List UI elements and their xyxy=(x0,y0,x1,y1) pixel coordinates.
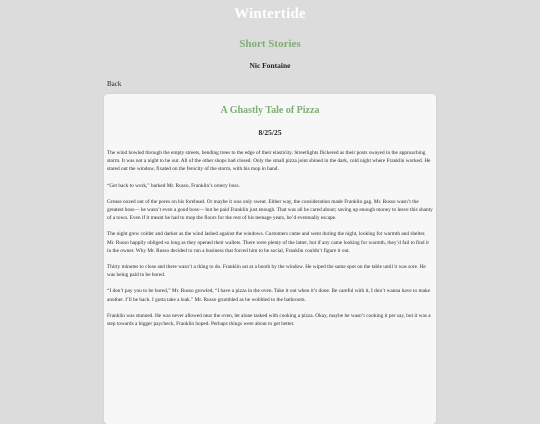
section-title: Short Stories xyxy=(239,38,301,50)
story-paragraph: “Get back to work,” barked Mr. Russo, Franklin’s ornery boss. xyxy=(107,182,240,189)
author-name: Nic Fontaine xyxy=(249,61,291,70)
story-paragraph: “I don’t pay you to be bored,” Mr. Russo growled, “I have a pizza in the oven. Take it out when it’s done. Be careful with it, I don’t wanna have to make another. I’ll be back. I gotta take a leak.” Mr. Russo grumbled as he wobbled to the bathroom. xyxy=(107,288,430,303)
story-paragraph: Franklin was stunned. He was never allowed near the oven, let alone tasked with cooking a pizza. Okay, maybe he wasn’t cooking it per say, but it was a step towards a bigger paycheck, Franklin hoped. Perhaps things were about to get better. xyxy=(107,312,431,328)
story-title: A Ghastly Tale of Pizza xyxy=(220,105,320,116)
story-card xyxy=(104,94,436,424)
story-date: 8/25/25 xyxy=(258,128,282,137)
story-paragraph: Thirty minutes to close and there wasn’t a thing to do. Franklin sat at a booth by the window. He wiped the same spot on the table until it was sore. He was being paid to be bored. xyxy=(107,264,426,279)
back-link[interactable]: Back xyxy=(107,80,122,88)
story-paragraph: Grease oozed out of the pores on his forehead. Or maybe it was only sweat. Either way, the consideration made Franklin gag. Mr. Russo wasn’t the greatest boss— he wasn’t even a good boss— but he paid Franklin just enough. That was all he cared about; saving up enough money to leave this shanty of a town. Even if it meant he had to mop the floors for the rest of his teenage years, he’d eventually escape. xyxy=(107,198,433,222)
story-paragraph: The night grew colder and darker as the wind lashed against the windows. Customers came and went during the night, looking for warmth and shelter. Mr. Russo happily obliged so long as they opened their wallets. There were plenty of the latter, but if any came looking for warmth, they’d fail to find it in the owner. Why Mr. Russo decided to run a business that forced him to be social, Franklin couldn’t figure it out. xyxy=(107,231,429,254)
site-title[interactable]: Wintertide xyxy=(234,6,306,22)
story-paragraph: The wind howled through the empty streets, bending trees to the edge of their elasticity. Streetlights flickered as their posts swayed in the approaching storm. It was not a night to be out. All of the other shops had closed. Only the small pizza joint shined in the dark, cold night where Franklin worked. He stared out the window, fixated on the ferocity of the storm, with his mop in hand. xyxy=(107,150,431,173)
story-body xyxy=(107,149,433,336)
